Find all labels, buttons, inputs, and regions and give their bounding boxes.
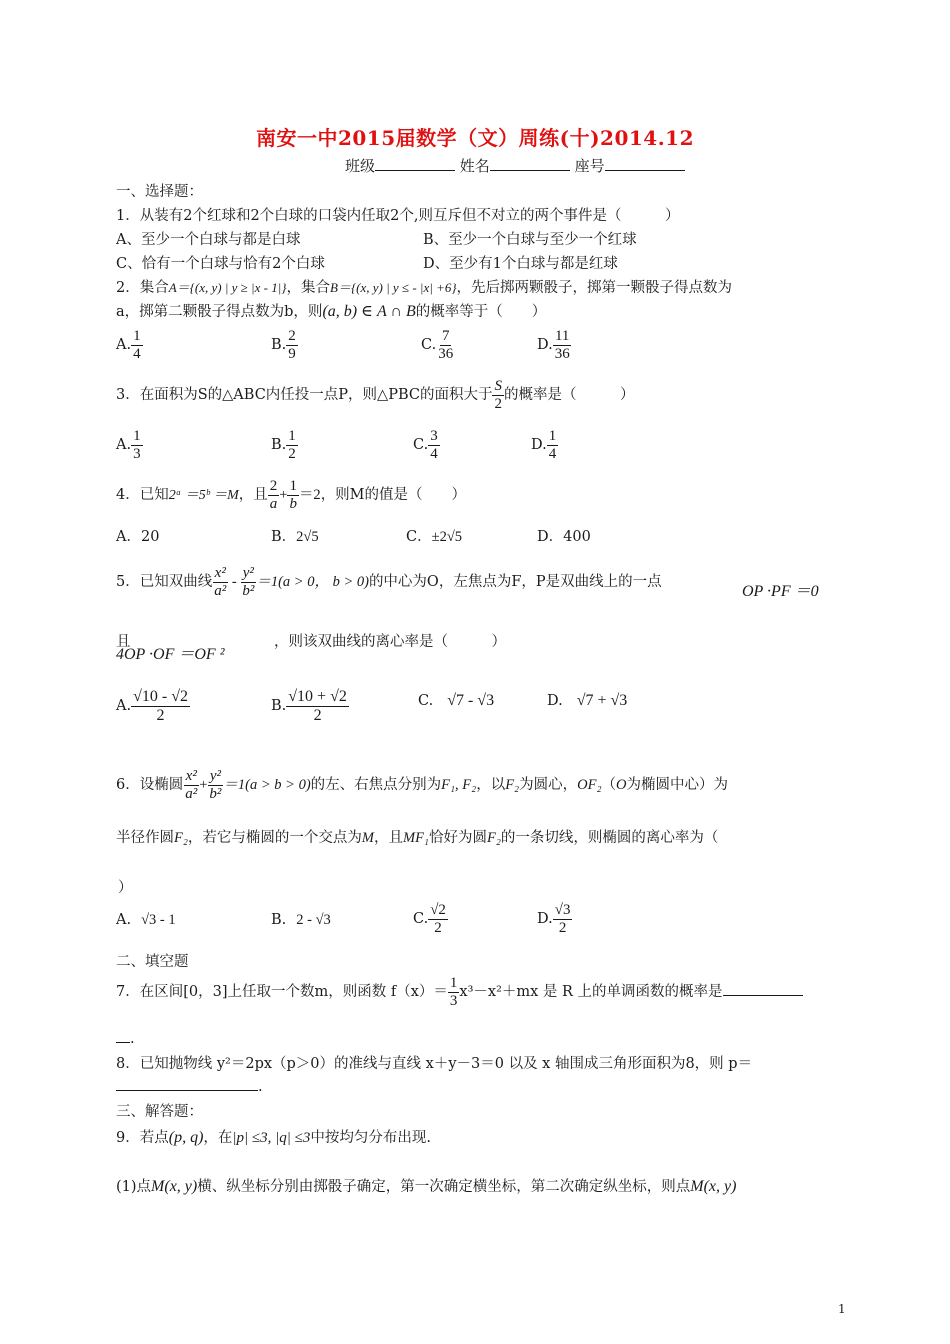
- section-choice: 一、选择题：: [116, 184, 203, 200]
- q6-option-a: A. √3 - 1: [116, 912, 176, 928]
- q1-option-c: C、恰有一个白球与恰有2个白球: [116, 256, 325, 272]
- question-2-line2: a，掷第二颗骰子得点数为b，则(a, b) ∈ A ∩ B的概率等于（ ）: [116, 303, 547, 320]
- section-fill: 二、填空题: [116, 954, 189, 970]
- q1-option-a: A、至少一个白球与都是白球: [116, 232, 301, 248]
- page-title: 南安一中2015届数学（文）周练(十)2014.12: [255, 126, 695, 150]
- question-2-line1: 2．集合A＝{(x, y) | y ≥ |x - 1|}，集合B＝{(x, y) | y ≤ - |x| +6}，先后掷两颗骰子，掷第一颗骰子得点数为: [116, 280, 733, 296]
- q8-answer-blank: [116, 1076, 258, 1091]
- question-8-stem: 8．已知抛物线 y²＝2px（p＞0）的准线与直线 x＋y－3＝0 以及 x 轴围成三角形面积为8，则 p＝: [116, 1056, 753, 1072]
- q1-option-b: B、至少一个白球与至少一个红球: [423, 232, 637, 248]
- question-1-stem: 1．从装有2个红球和2个白球的口袋内任取2个,则互斥但不对立的两个事件是（ ）: [116, 208, 680, 224]
- section-answer: 三、解答题：: [116, 1104, 203, 1120]
- seat-label: 座号: [574, 157, 605, 175]
- question-9-stem: 9．若点(p, q)，在|p| ≤3, |q| ≤3中按均匀分布出现.: [116, 1129, 431, 1146]
- q4-option-d: D．400: [537, 529, 591, 545]
- q5-option-b: B. $\frac{√10 + √2}{2}$: [271, 688, 347, 724]
- question-6-line1: 6．设椭圆 $\frac{\text{x²}}{\text{a²}}$ + $\frac{\text{y²}}{\text{b²}}$ ＝1(a > b > 0)的左、右焦点分别为F₁, F₂，以F₂为圆心，OF₂（O为椭圆中心）为: [116, 768, 728, 802]
- q3-option-c: C. $\frac{3}{4}$: [413, 428, 438, 462]
- q5-option-a: A. $\frac{√10 - √2}{2}$: [116, 688, 188, 724]
- q5-option-c: C. √7 - √3: [418, 692, 495, 709]
- q6-option-c: C. $\frac{√2}{2}$: [413, 902, 446, 936]
- q6-option-b: B. 2 - √3: [271, 912, 331, 928]
- set-a: A＝{(x, y) | y ≥ |x - 1|}: [168, 280, 287, 295]
- name-label: 姓名: [459, 157, 490, 175]
- q3-option-a: A. $\frac{1}{3}$: [116, 428, 141, 462]
- page-number: 1: [838, 1302, 846, 1316]
- question-9-part1: (1)点M(x, y)横、纵坐标分别由掷骰子确定，第一次确定横坐标，第二次确定纵坐标，则点M(x, y): [116, 1178, 737, 1195]
- q1-option-d: D、至少有1个白球与都是红球: [423, 256, 618, 272]
- student-info: [345, 155, 685, 176]
- q2-option-c: C. $\frac{7}{36}$: [421, 328, 454, 362]
- name-blank: [490, 156, 570, 171]
- question-5-line1: 5．已知双曲线 $\frac{\text{x²}}{\text{a²}}$ - $\frac{\text{y²}}{\text{b²}}$ ＝1(a > 0， b > 0)的中心为O，左焦点为F，P是双曲线上的一点: [116, 565, 662, 599]
- q2-option-d: D. $\frac{11}{36}$: [537, 328, 570, 362]
- q2-option-b: B. $\frac{2}{9}$: [271, 328, 296, 362]
- question-4-stem: 4．已知2ᵃ ＝5ᵇ ＝M，且 $\frac{2}{a}$ + $\frac{1}{b}$ ＝2，则M的值是（ ）: [116, 478, 467, 512]
- set-b: B＝{(x, y) | y ≤ - |x| +6}: [330, 280, 457, 295]
- q7-answer-blank: [723, 981, 803, 996]
- question-7-stem: 7．在区间[0，3]上任取一个数m，则函数 f（x）＝ $\frac{1}{3}$ x³－x²＋mx 是 R 上的单调函数的概率是: [116, 975, 803, 1009]
- question-5-line2: 且: [116, 634, 131, 650]
- q6-option-d: D. $\frac{√3}{2}$: [537, 902, 571, 936]
- q5-dot-condition: OP ·PF ＝0: [742, 583, 819, 600]
- question-6-line2: 半径作圆F₂，若它与椭圆的一个交点为M，且MF₁恰好为圆F₂的一条切线，则椭圆的离心率为（: [116, 830, 719, 846]
- q5-ask: ，则该双曲线的离心率是（ ）: [274, 634, 506, 650]
- q4-option-c: C．±2√5: [406, 529, 463, 545]
- q4-option-b: B．2√5: [271, 529, 319, 545]
- question-3-stem: 3．在面积为S的△ABC内任投一点P，则△PBC的面积大于 $\frac{S}{2}$ 的概率是（ ）: [116, 378, 635, 412]
- q7-continuation: .: [116, 1028, 135, 1047]
- q5-option-d: D. √7 + √3: [547, 692, 628, 709]
- q2-option-a: A. $\frac{1}{4}$: [116, 328, 141, 362]
- class-label: 班级: [345, 157, 376, 175]
- q3-option-b: B. $\frac{1}{2}$: [271, 428, 296, 462]
- seat-blank: [605, 156, 685, 171]
- q5-vector-condition: 4OP ·OF ＝OF ²: [116, 646, 225, 663]
- q4-option-a: A．20: [116, 529, 160, 545]
- q3-option-d: D. $\frac{1}{4}$: [531, 428, 557, 462]
- question-6-line3: ）: [118, 880, 133, 896]
- class-blank: [375, 156, 455, 171]
- q8-continuation: .: [116, 1076, 263, 1095]
